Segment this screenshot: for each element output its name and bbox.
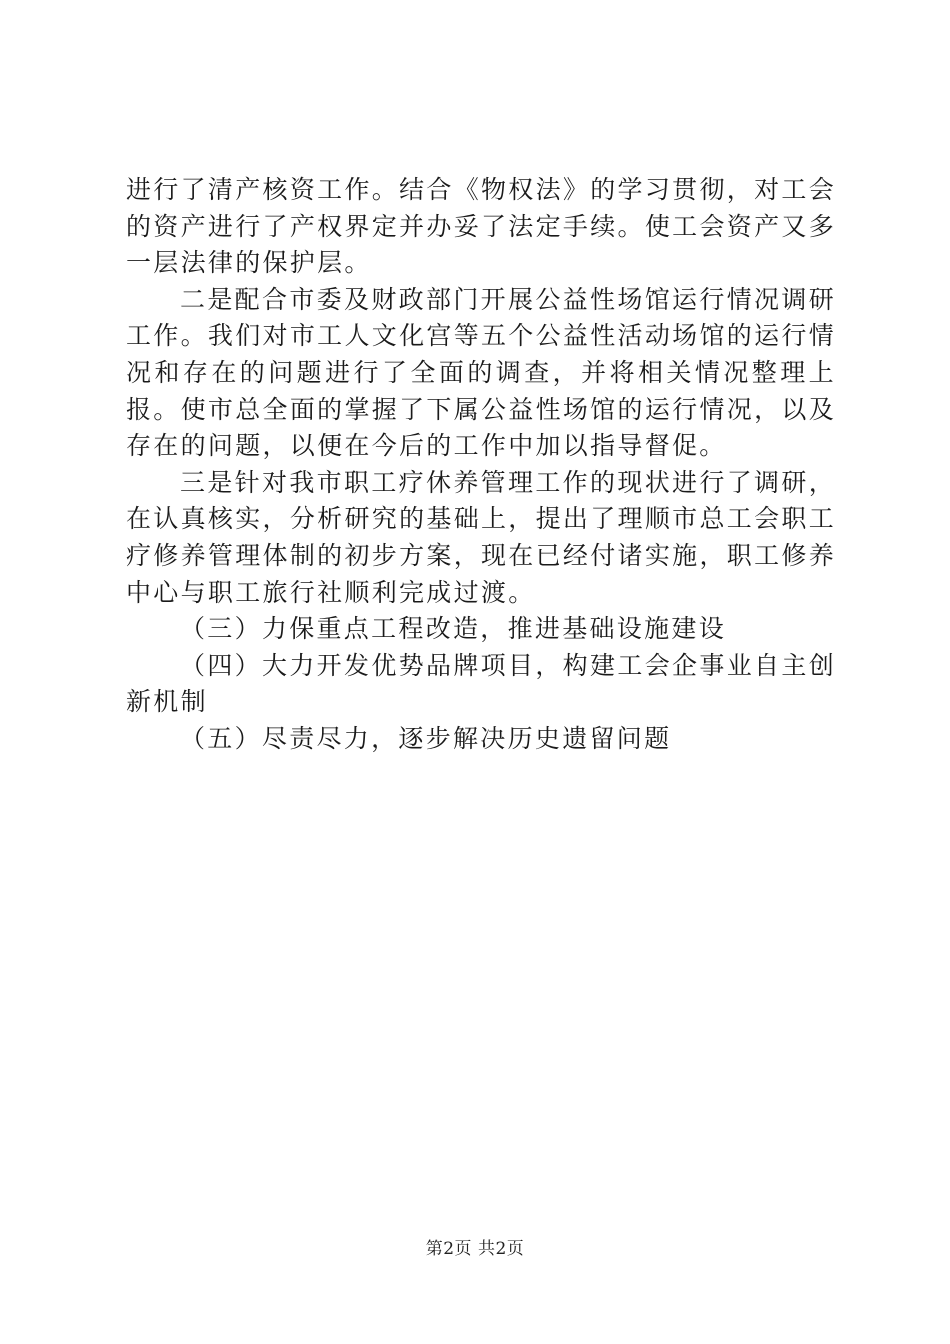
document-body [126,172,836,758]
paragraph-item-three: 三是针对我市职工疗休养管理工作的现状进行了调研，在认真核实，分析研究的基础上，提出了理顺市总工会职工疗修养管理体制的初步方案，现在已经付诸实施，职工修养中心与职工旅行社顺利完成过渡。 [126,467,836,607]
paragraph-continuation: 进行了清产核资工作。结合《物权法》的学习贯彻，对工会的资产进行了产权界定并办妥了法定手续。使工会资产又多一层法律的保护层。 [126,175,836,278]
paragraph-item-two: 二是配合市委及财政部门开展公益性场馆运行情况调研工作。我们对市工人文化宫等五个公益性活动场馆的运行情况和存在的问题进行了全面的调查，并将相关情况整理上报。使市总全面的掌握了下属公益性场馆的运行情况，以及存在的问题，以便在今后的工作中加以指导督促。 [126,284,836,461]
section-heading-five: （五）尽责尽力，逐步解决历史遗留问题 [180,723,672,753]
section-heading-three: （三）力保重点工程改造，推进基础设施建设 [180,614,727,644]
page-footer [0,1238,950,1260]
page-number-label: 第2页 共2页 [425,1239,525,1259]
section-heading-four: （四）大力开发优势品牌项目，构建工会企事业自主创新机制 [126,650,836,717]
